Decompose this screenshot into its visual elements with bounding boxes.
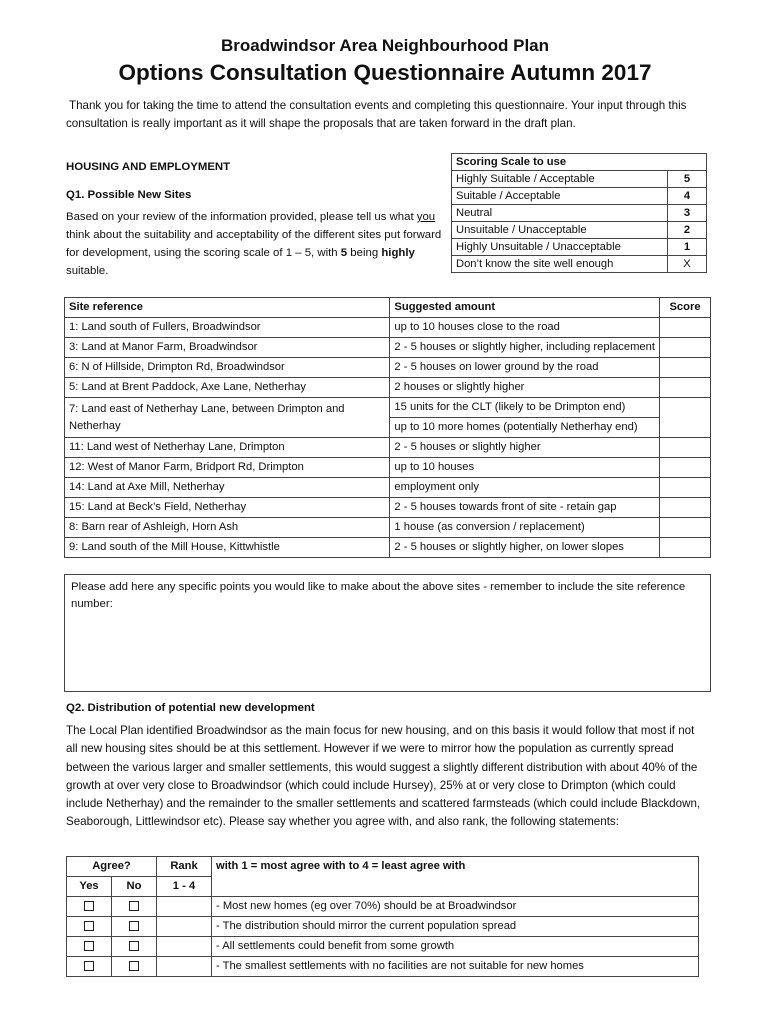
site-ref: 15: Land at Beck’s Field, Netherhay [65,498,390,518]
sites-table [64,297,711,558]
site-ref: 8: Barn rear of Ashleigh, Horn Ash [65,518,390,538]
score-cell[interactable] [660,538,711,558]
score-cell[interactable] [660,458,711,478]
score-cell[interactable] [660,498,711,518]
scale-label: Highly Unsuitable / Unacceptable [452,239,668,256]
q1-heading: Q1. Possible New Sites [66,189,192,201]
site-ref: 11: Land west of Netherhay Lane, Drimpton [65,438,390,458]
site-comments-prompt: Please add here any specific points you would like to make about the above sites - remember to include the site reference number: [71,581,686,610]
table-row [65,538,711,558]
no-checkbox[interactable] [112,897,157,917]
rank-range: 1 - 4 [157,877,212,897]
no-checkbox[interactable] [112,937,157,957]
score-cell[interactable] [660,518,711,538]
checkbox-icon [129,961,139,971]
suggested-amount: 1 house (as conversion / replacement) [390,518,660,538]
q2-heading: Q2. Distribution of potential new development [66,702,315,714]
suggested-amount: 2 - 5 houses or slightly higher, on lower slopes [390,538,660,558]
site-ref: 6: N of Hillside, Drimpton Rd, Broadwindsor [65,358,390,378]
col-header-site: Site reference [65,298,390,318]
score-cell[interactable] [660,438,711,458]
site-ref: 1: Land south of Fullers, Broadwindsor [65,318,390,338]
no-checkbox[interactable] [112,957,157,977]
table-row [65,458,711,478]
table-row [65,318,711,338]
table-row [65,338,711,358]
q2-paragraph: The Local Plan identified Broadwindsor as the main focus for new housing, and on this basis it would follow that most if not all new housing sites should be at this settlement. However if we were to mirror how the population as currently spread between the various larger and smaller settlements, this would suggest a slightly different distribution with about 40% of the growth at over very close to Broadwindsor (which could include Hursey), 25% at or very close to Drimpton (which could include Netherhay) and the remainder to the smaller settlements and scattered farmsteads (which could include Blackdown, Seaborough, Littlewindsor etc). Please say whether you agree with, and also rank, the following statements: [66,724,701,829]
statement: - All settlements could benefit from some growth [212,937,699,957]
site-ref: 5: Land at Brent Paddock, Axe Lane, Netherhay [65,378,390,398]
checkbox-icon [84,941,94,951]
site-ref: 3: Land at Manor Farm, Broadwindsor [65,338,390,358]
scoring-scale-table [451,153,707,273]
scale-value: 3 [668,205,707,222]
table-row [65,518,711,538]
score-cell[interactable] [660,378,711,398]
checkbox-icon [84,921,94,931]
checkbox-icon [129,941,139,951]
suggested-amount: 2 houses or slightly higher [390,378,660,398]
scale-value: 4 [668,188,707,205]
document-title: Broadwindsor Area Neighbourhood Plan [220,36,550,55]
site-comments-box[interactable] [64,574,711,692]
rank-note-spacer [212,877,699,897]
intro-paragraph: Thank you for taking the time to attend the consultation events and completing this questionnaire. Your input through this consultation is really important as it will shape the proposals that are taken forward in the draft plan. [66,99,687,130]
yes-header: Yes [67,877,112,897]
yes-checkbox[interactable] [67,897,112,917]
suggested-amount: up to 10 houses close to the road [390,318,660,338]
table-row [65,378,711,398]
score-cell[interactable] [660,478,711,498]
score-cell[interactable] [660,398,711,438]
no-header: No [112,877,157,897]
suggested-amount: 2 - 5 houses or slightly higher, including replacement [390,338,660,358]
table-row [65,358,711,378]
scale-label: Don’t know the site well enough [452,256,668,273]
site-ref: 12: West of Manor Farm, Bridport Rd, Drimpton [65,458,390,478]
score-cell[interactable] [660,318,711,338]
statement: - The distribution should mirror the current population spread [212,917,699,937]
scale-label: Unsuitable / Unacceptable [452,222,668,239]
checkbox-icon [84,961,94,971]
q1-instructions: Based on your review of the information provided, please tell us what you think about the suitability and acceptability of the different sites put forward for development, using the scoring scale of 1 – 5, with 5 being highly suitable. [66,211,442,277]
suggested-amount: up to 10 more homes (potentially Netherhay end) [390,418,660,438]
q2-statements-table [66,856,699,977]
rank-cell[interactable] [157,937,212,957]
rank-cell[interactable] [157,957,212,977]
statement: - Most new homes (eg over 70%) should be at Broadwindsor [212,897,699,917]
suggested-amount: 2 - 5 houses on lower ground by the road [390,358,660,378]
checkbox-icon [84,901,94,911]
scale-value: 1 [668,239,707,256]
site-ref: 7: Land east of Netherhay Lane, between Drimpton and Netherhay [65,398,390,438]
statement: - The smallest settlements with no facilities are not suitable for new homes [212,957,699,977]
suggested-amount: 15 units for the CLT (likely to be Drimpton end) [390,398,660,418]
table-row [65,498,711,518]
site-ref: 14: Land at Axe Mill, Netherhay [65,478,390,498]
scale-label: Neutral [452,205,668,222]
table-row [67,897,699,917]
table-row [65,438,711,458]
score-cell[interactable] [660,358,711,378]
table-row [67,957,699,977]
checkbox-icon [129,921,139,931]
rank-cell[interactable] [157,897,212,917]
yes-checkbox[interactable] [67,917,112,937]
section-heading: HOUSING AND EMPLOYMENT [66,161,231,173]
checkbox-icon [129,901,139,911]
table-row [67,917,699,937]
scale-label: Suitable / Acceptable [452,188,668,205]
no-checkbox[interactable] [112,917,157,937]
scale-value: X [668,256,707,273]
table-row [67,937,699,957]
site-ref: 9: Land south of the Mill House, Kittwhistle [65,538,390,558]
col-header-amount: Suggested amount [390,298,660,318]
yes-checkbox[interactable] [67,957,112,977]
col-header-score: Score [660,298,711,318]
suggested-amount: up to 10 houses [390,458,660,478]
rank-note: with 1 = most agree with to 4 = least agree with [212,857,699,877]
scale-value: 5 [668,171,707,188]
scale-label: Highly Suitable / Acceptable [452,171,668,188]
score-cell[interactable] [660,338,711,358]
table-row [65,398,711,418]
table-row [65,478,711,498]
document-subtitle: Options Consultation Questionnaire Autumn 2017 [118,60,652,85]
agree-header: Agree? [67,857,157,877]
scale-value: 2 [668,222,707,239]
yes-checkbox[interactable] [67,937,112,957]
scoring-scale-title: Scoring Scale to use [452,154,707,171]
suggested-amount: 2 - 5 houses towards front of site - retain gap [390,498,660,518]
rank-cell[interactable] [157,917,212,937]
rank-header: Rank [157,857,212,877]
suggested-amount: employment only [390,478,660,498]
suggested-amount: 2 - 5 houses or slightly higher [390,438,660,458]
